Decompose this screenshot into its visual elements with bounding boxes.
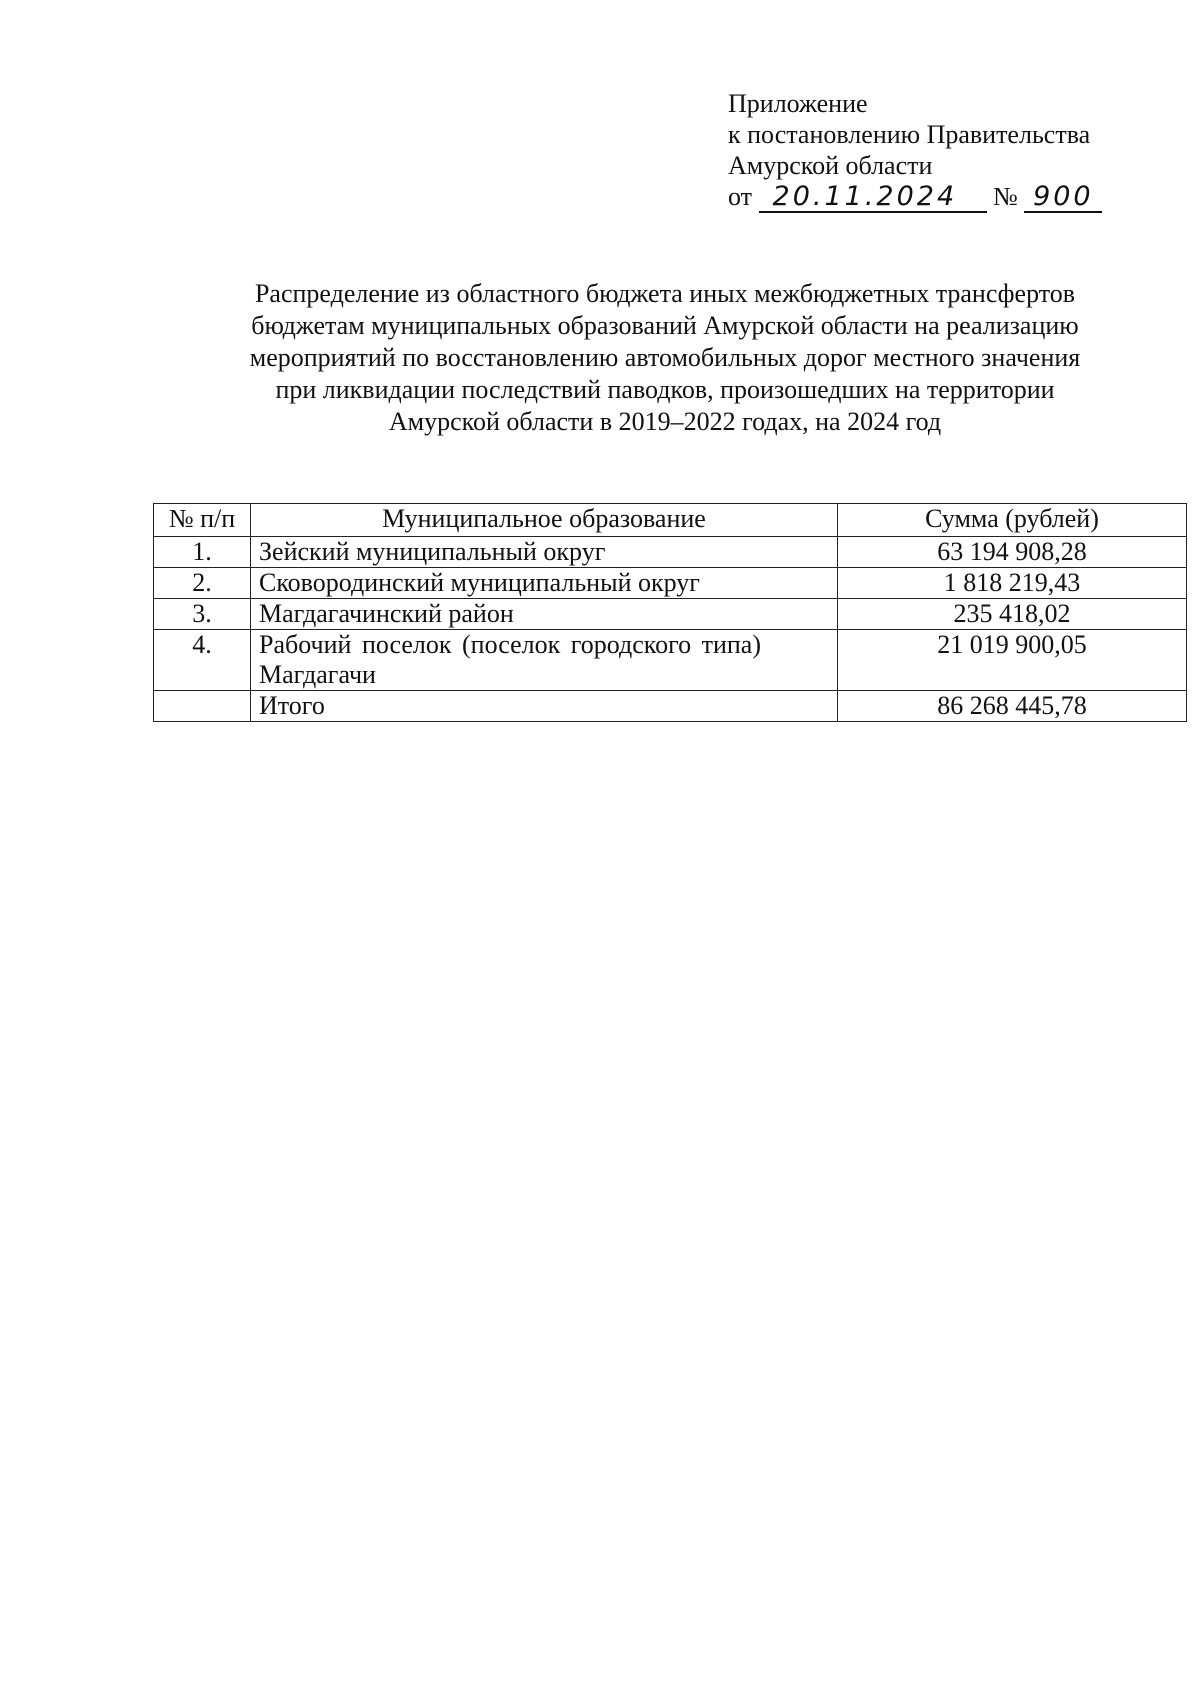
handwritten-number: 900 (1024, 183, 1102, 213)
handwritten-date: 20.11.2024 (759, 183, 987, 213)
appendix-block (728, 88, 1102, 213)
total-number (154, 691, 251, 722)
row-municipality (251, 630, 838, 691)
title-line: мероприятий по восстановлению автомобильных дорог местного значения (249, 343, 1081, 372)
row-sum: 1 818 219,43 (838, 568, 1187, 599)
row-sum: 21 019 900,05 (838, 630, 1187, 691)
title-line: бюджетам муниципальных образований Амурской области на реализацию (251, 311, 1079, 340)
appendix-reference: к постановлению Правительства (728, 120, 1091, 149)
appendix-region: Амурской области (728, 151, 933, 180)
table-row (154, 568, 1187, 599)
title-line: при ликвидации последствий паводков, произошедших на территории (275, 375, 1055, 404)
total-label: Итого (251, 691, 838, 722)
header-number: № п/п (154, 504, 251, 537)
header-municipality: Муниципальное образование (251, 504, 838, 537)
number-prefix: № (993, 182, 1018, 211)
row-number: 3. (154, 599, 251, 630)
row-municipality: Сковородинский муниципальный округ (251, 568, 838, 599)
table-row (154, 537, 1187, 568)
date-prefix: от (728, 182, 753, 211)
row-number: 4. (154, 630, 251, 691)
appendix-title: Приложение (728, 89, 868, 118)
total-sum: 86 268 445,78 (838, 691, 1187, 722)
row-number: 1. (154, 537, 251, 568)
appendix-date-line (728, 181, 1102, 213)
row-sum: 235 418,02 (838, 599, 1187, 630)
table-row (154, 630, 1187, 691)
document-title (150, 278, 1180, 438)
distribution-table (153, 503, 1187, 722)
header-sum: Сумма (рублей) (838, 504, 1187, 537)
municipality-line-2: Магдагачи (259, 660, 376, 689)
table-header-row (154, 504, 1187, 537)
table-row (154, 599, 1187, 630)
table-total-row (154, 691, 1187, 722)
municipality-line-1 (259, 630, 829, 660)
row-sum: 63 194 908,28 (838, 537, 1187, 568)
row-municipality: Зейский муниципальный округ (251, 537, 838, 568)
row-number: 2. (154, 568, 251, 599)
title-line: Распределение из областного бюджета иных межбюджетных трансфертов (254, 279, 1076, 308)
row-municipality: Магдагачинский район (251, 599, 838, 630)
municipality-line-1-text: Рабочий поселок (поселок городского типа) (259, 630, 762, 659)
title-line: Амурской области в 2019–2022 годах, на 2024 год (388, 407, 942, 436)
